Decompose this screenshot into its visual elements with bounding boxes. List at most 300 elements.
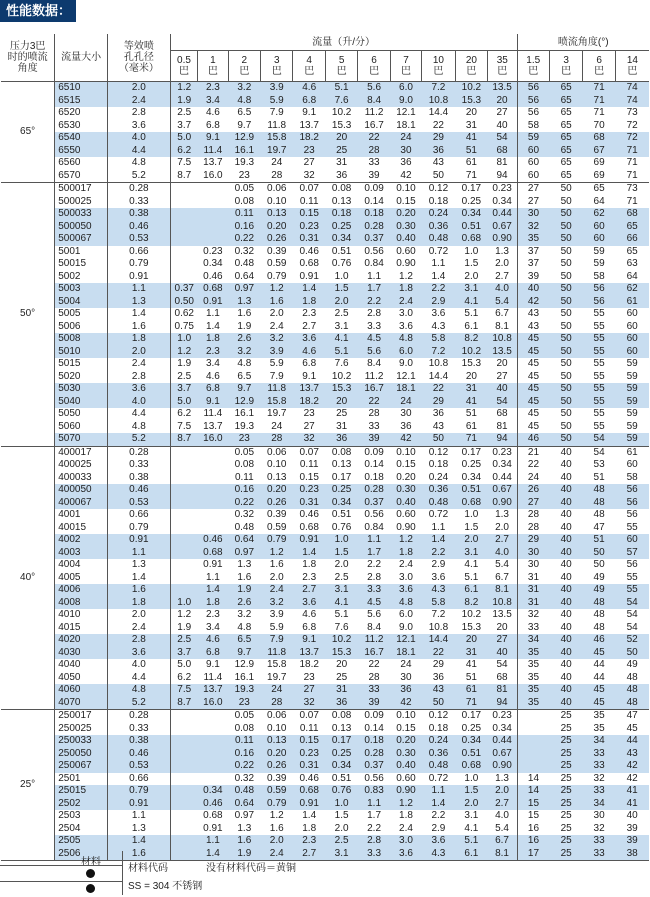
flow-cell: 3.1 xyxy=(325,584,357,597)
angle-cell: 30 xyxy=(517,547,549,560)
flow-cell: 36 xyxy=(400,157,412,168)
flow-cell: 2.4 xyxy=(399,822,413,834)
model-cell: 250017 xyxy=(55,710,108,723)
flow-cell: 4.6 xyxy=(205,370,220,382)
angle-cell: 46 xyxy=(517,433,549,446)
table-row xyxy=(1,572,649,585)
flow-cell: 0.20 xyxy=(261,484,293,497)
flow-cell: 10.2 xyxy=(325,634,357,647)
flow-cell: 8.7 xyxy=(170,433,197,446)
orifice-cell: 4.8 xyxy=(107,157,170,170)
flow-cell: 6.5 xyxy=(237,107,252,118)
angle-cell: 54 xyxy=(626,609,638,620)
angle-cell: 25 xyxy=(549,760,582,773)
flow-cell: 3.2 xyxy=(237,609,252,620)
flow-cell: 1.1 xyxy=(431,521,446,533)
flow-cell: 23 xyxy=(303,408,315,419)
flow-cell: 4.6 xyxy=(302,609,317,620)
flow-cell: 2.0 xyxy=(488,785,517,798)
flow-cell: 94 xyxy=(488,433,517,446)
table-row xyxy=(1,659,649,672)
angle-cell: 56 xyxy=(615,484,649,497)
flow-cell: 0.26 xyxy=(261,497,293,510)
flow-cell: 0.40 xyxy=(390,760,421,773)
header-flow-col: 2 巴 xyxy=(228,51,260,82)
flow-cell: 51 xyxy=(455,145,487,158)
legend-no-code: 没有材料代码＝黄铜 xyxy=(206,863,296,874)
flow-cell: 9.1 xyxy=(302,107,317,118)
flow-cell: 0.18 xyxy=(428,722,449,734)
table-row xyxy=(1,246,649,259)
flow-cell: 0.40 xyxy=(390,233,421,246)
orifice-cell: 3.6 xyxy=(107,120,170,133)
flow-cell: 1.8 xyxy=(198,597,228,610)
angle-cell: 44 xyxy=(615,735,649,748)
angle-cell: 31 xyxy=(517,597,549,610)
orifice-cell: 5.2 xyxy=(107,433,170,446)
flow-cell: 3.6 xyxy=(399,320,413,332)
header-angle-col: 14 巴 xyxy=(615,51,649,82)
flow-cell: 24 xyxy=(390,396,421,409)
table-row xyxy=(1,597,649,610)
flow-cell: 12.9 xyxy=(234,659,255,670)
flow-cell: 0.09 xyxy=(358,183,390,196)
orifice-cell: 0.46 xyxy=(107,484,170,497)
flow-cell: 32 xyxy=(303,169,315,181)
flow-cell: 0.59 xyxy=(267,258,287,269)
flow-cell: 5.1 xyxy=(325,346,357,359)
flow-cell xyxy=(170,547,197,560)
flow-cell: 23 xyxy=(228,697,260,710)
flow-cell: 3.2 xyxy=(261,597,293,610)
model-cell: 4002 xyxy=(55,534,108,547)
flow-cell: 1.6 xyxy=(237,571,252,583)
model-cell: 2505 xyxy=(55,835,108,848)
flow-cell: 0.25 xyxy=(325,748,357,761)
flow-cell: 0.13 xyxy=(331,459,352,470)
angle-cell: 72 xyxy=(626,119,638,131)
flow-cell: 1.0 xyxy=(325,534,357,547)
flow-cell: 23 xyxy=(228,433,260,446)
flow-cell: 30 xyxy=(400,408,412,419)
flow-cell: 1.9 xyxy=(228,848,260,861)
flow-cell: 41 xyxy=(455,132,487,145)
flow-cell: 0.23 xyxy=(293,484,325,497)
flow-cell: 25 xyxy=(325,145,357,158)
orifice-cell: 4.0 xyxy=(107,396,170,409)
angle-cell: 33 xyxy=(583,848,615,861)
angle-cell: 35 xyxy=(583,710,615,723)
flow-cell: 11.8 xyxy=(267,119,287,131)
flow-cell: 0.11 xyxy=(228,735,260,748)
flow-cell: 4.1 xyxy=(464,559,479,570)
flow-cell xyxy=(170,258,197,271)
angle-cell: 35 xyxy=(517,647,549,660)
angle-cell: 56 xyxy=(615,497,649,510)
flow-cell: 2.2 xyxy=(422,283,455,296)
flow-cell: 1.8 xyxy=(198,333,228,346)
flow-cell: 1.0 xyxy=(170,333,197,346)
model-cell: 6515 xyxy=(55,95,108,108)
angle-cell: 59 xyxy=(615,383,649,396)
flow-cell: 2.2 xyxy=(367,559,382,570)
angle-cell: 72 xyxy=(615,132,649,145)
flow-cell: 0.13 xyxy=(267,471,287,483)
model-cell: 250033 xyxy=(55,735,108,748)
flow-cell: 50 xyxy=(432,169,444,181)
model-cell: 6520 xyxy=(58,107,81,118)
flow-cell xyxy=(170,472,197,485)
table-row xyxy=(1,258,649,271)
flow-cell: 5.6 xyxy=(367,609,382,620)
model-cell: 500017 xyxy=(55,183,108,196)
flow-cell: 0.28 xyxy=(358,484,390,497)
flow-cell: 2.0 xyxy=(455,798,487,811)
angle-cell: 50 xyxy=(560,408,572,419)
flow-cell: 4.6 xyxy=(293,82,325,95)
flow-cell xyxy=(170,723,197,736)
angle-cell: 56 xyxy=(517,107,549,120)
model-cell: 4040 xyxy=(58,659,81,670)
table-row xyxy=(1,472,649,485)
angle-cell: 65 xyxy=(626,245,638,257)
angle-cell: 39 xyxy=(615,835,649,848)
flow-cell: 0.14 xyxy=(364,459,384,470)
flow-cell: 36 xyxy=(336,169,348,181)
angle-cell: 40 xyxy=(549,647,582,660)
flow-cell: 4.0 xyxy=(488,283,517,296)
flow-cell: 1.2 xyxy=(170,346,197,359)
flow-cell: 0.59 xyxy=(261,785,293,798)
table-row xyxy=(1,145,649,158)
orifice-cell: 0.66 xyxy=(107,246,170,259)
angle-cell: 40 xyxy=(549,684,582,697)
table-row xyxy=(1,421,649,434)
flow-cell xyxy=(170,835,197,848)
flow-cell: 9.1 xyxy=(205,659,220,670)
angle-cell: 27 xyxy=(517,497,549,510)
angle-cell: 50 xyxy=(560,308,572,319)
model-cell: 2501 xyxy=(58,772,81,784)
orifice-cell: 4.0 xyxy=(107,659,170,672)
angle-cell: 50 xyxy=(583,547,615,560)
angle-cell: 54 xyxy=(626,621,638,633)
table-row xyxy=(1,773,649,786)
flow-cell: 0.26 xyxy=(261,760,293,773)
flow-cell: 29 xyxy=(432,659,444,670)
orifice-cell: 2.8 xyxy=(107,107,170,120)
table-row xyxy=(1,484,649,497)
angle-cell: 55 xyxy=(593,420,605,432)
flow-cell: 11.2 xyxy=(364,107,384,118)
flow-cell: 0.11 xyxy=(299,722,319,734)
angle-cell: 60 xyxy=(626,459,638,470)
table-row xyxy=(1,321,649,334)
model-cell: 500025 xyxy=(58,195,92,207)
flow-cell: 10.8 xyxy=(422,95,455,108)
table-row xyxy=(1,522,649,535)
flow-cell: 54 xyxy=(496,659,508,670)
angle-cell: 50 xyxy=(549,396,582,409)
flow-cell: 0.72 xyxy=(428,772,449,784)
flow-cell: 0.15 xyxy=(396,722,416,734)
flow-cell: 0.17 xyxy=(325,735,357,748)
angle-cell: 65 xyxy=(560,157,572,168)
flow-cell: 0.56 xyxy=(364,245,384,257)
table-row xyxy=(1,810,649,823)
angle-cell: 58 xyxy=(593,270,605,282)
angle-cell: 59 xyxy=(615,433,649,446)
angle-cell: 73 xyxy=(626,107,638,118)
table-row xyxy=(1,823,649,836)
angle-cell: 55 xyxy=(626,571,638,583)
dot-icon xyxy=(86,884,95,893)
flow-cell: 25 xyxy=(336,408,348,419)
flow-cell: 3.4 xyxy=(205,358,220,369)
flow-cell: 1.1 xyxy=(422,785,455,798)
angle-cell: 16 xyxy=(517,835,549,848)
flow-cell: 0.44 xyxy=(492,471,512,483)
orifice-cell: 0.53 xyxy=(107,233,170,246)
flow-cell: 0.05 xyxy=(228,183,260,196)
flow-cell: 6.1 xyxy=(464,320,479,332)
model-cell: 5001 xyxy=(58,245,81,257)
model-cell: 400025 xyxy=(58,459,92,470)
flow-cell: 11.2 xyxy=(358,634,390,647)
angle-group xyxy=(1,82,649,183)
header-angle-col: 3 巴 xyxy=(549,51,582,82)
angle-cell: 53 xyxy=(593,459,605,470)
flow-cell: 5.6 xyxy=(358,82,390,95)
flow-cell: 8.2 xyxy=(455,597,487,610)
table-row xyxy=(1,120,649,133)
flow-cell: 0.09 xyxy=(358,710,390,723)
flow-cell: 20 xyxy=(455,634,487,647)
flow-cell: 0.07 xyxy=(293,710,325,723)
orifice-cell: 0.28 xyxy=(107,710,170,723)
orifice-cell: 3.6 xyxy=(107,383,170,396)
flow-cell xyxy=(198,509,228,522)
angle-cell: 51 xyxy=(583,534,615,547)
spray-angle-cell: 65° xyxy=(1,82,55,183)
flow-cell: 7.9 xyxy=(269,370,284,382)
angle-cell: 40 xyxy=(517,283,549,296)
flow-cell: 0.08 xyxy=(325,710,357,723)
flow-cell: 0.34 xyxy=(492,195,512,207)
flow-cell: 5.8 xyxy=(422,597,455,610)
angle-cell: 35 xyxy=(517,233,549,246)
flow-cell: 6.8 xyxy=(205,119,220,131)
flow-cell: 5.1 xyxy=(325,82,357,95)
flow-cell: 0.24 xyxy=(428,471,449,483)
orifice-cell: 1.4 xyxy=(107,572,170,585)
flow-cell: 8.2 xyxy=(455,333,487,346)
flow-cell: 12.1 xyxy=(396,107,416,118)
angle-cell xyxy=(517,748,549,761)
flow-cell xyxy=(170,271,197,284)
angle-cell: 74 xyxy=(615,95,649,108)
flow-cell: 0.90 xyxy=(396,258,416,269)
header-flow-col: 10 巴 xyxy=(422,51,455,82)
angle-cell: 33 xyxy=(583,760,615,773)
angle-cell: 55 xyxy=(593,320,605,332)
flow-cell xyxy=(170,246,197,259)
angle-cell: 50 xyxy=(593,559,605,570)
flow-cell: 0.68 xyxy=(198,283,228,296)
flow-cell: 10.2 xyxy=(461,609,482,620)
angle-cell: 60 xyxy=(615,333,649,346)
flow-cell: 8.4 xyxy=(367,621,382,633)
flow-cell: 0.25 xyxy=(325,484,357,497)
orifice-cell: 1.6 xyxy=(107,321,170,334)
flow-cell: 0.31 xyxy=(293,233,325,246)
flow-cell: 54 xyxy=(488,396,517,409)
angle-cell: 47 xyxy=(593,521,605,533)
table-row xyxy=(1,622,649,635)
flow-cell: 6.2 xyxy=(170,672,197,685)
flow-cell: 18.1 xyxy=(390,383,421,396)
spray-angle-cell: 40° xyxy=(1,446,55,710)
flow-cell: 18.2 xyxy=(299,659,319,670)
angle-cell: 55 xyxy=(583,396,615,409)
flow-cell: 14.4 xyxy=(422,634,455,647)
flow-cell: 0.50 xyxy=(170,296,197,309)
flow-cell: 6.7 xyxy=(495,308,509,319)
angle-cell: 48 xyxy=(593,609,605,620)
angle-cell: 44 xyxy=(593,659,605,670)
flow-cell: 42 xyxy=(390,697,421,710)
flow-cell: 18.1 xyxy=(396,119,416,131)
flow-cell: 9.0 xyxy=(390,95,421,108)
angle-cell: 40 xyxy=(549,584,582,597)
flow-cell: 2.5 xyxy=(334,308,349,319)
header-size: 流量大小 xyxy=(55,34,108,82)
flow-cell: 0.48 xyxy=(422,497,455,510)
flow-cell xyxy=(170,735,197,748)
model-cell: 6530 xyxy=(58,119,81,131)
flow-cell: 0.60 xyxy=(396,509,416,520)
flow-cell: 0.06 xyxy=(261,446,293,459)
flow-cell: 0.15 xyxy=(396,195,416,207)
model-cell: 4003 xyxy=(55,547,108,560)
angle-cell: 45 xyxy=(583,647,615,660)
model-cell: 4060 xyxy=(55,684,108,697)
table-row xyxy=(1,296,649,309)
angle-cell: 50 xyxy=(560,195,572,207)
flow-cell: 0.23 xyxy=(488,183,517,196)
flow-cell: 94 xyxy=(496,169,508,181)
flow-cell: 0.46 xyxy=(203,270,223,282)
flow-cell: 0.68 xyxy=(455,497,487,510)
flow-cell: 0.60 xyxy=(396,245,416,257)
flow-cell: 0.15 xyxy=(396,459,416,470)
flow-cell: 0.68 xyxy=(293,785,325,798)
angle-cell: 40 xyxy=(560,609,572,620)
flow-cell: 2.3 xyxy=(198,346,228,359)
flow-cell xyxy=(170,785,197,798)
flow-cell: 16.0 xyxy=(198,697,228,710)
flow-cell: 36 xyxy=(390,684,421,697)
flow-cell: 2.5 xyxy=(170,371,197,384)
flow-cell: 0.46 xyxy=(198,798,228,811)
flow-cell: 3.6 xyxy=(390,848,421,861)
flow-cell: 0.11 xyxy=(299,459,319,470)
table-row xyxy=(1,183,649,196)
angle-cell xyxy=(517,735,549,748)
flow-cell: 19.3 xyxy=(234,420,255,432)
flow-cell: 1.2 xyxy=(390,798,421,811)
model-cell: 6550 xyxy=(55,145,108,158)
flow-cell: 10.8 xyxy=(488,597,517,610)
flow-cell: 2.5 xyxy=(170,107,197,120)
flow-cell: 1.5 xyxy=(455,785,487,798)
angle-cell: 65 xyxy=(549,145,582,158)
table-row xyxy=(1,132,649,145)
angle-cell: 73 xyxy=(615,183,649,196)
flow-cell: 40 xyxy=(488,647,517,660)
flow-cell: 4.1 xyxy=(455,296,487,309)
flow-cell: 2.4 xyxy=(399,559,413,570)
flow-cell: 0.28 xyxy=(358,221,390,234)
flow-cell: 0.36 xyxy=(422,221,455,234)
flow-cell: 0.25 xyxy=(461,195,482,207)
flow-cell: 24 xyxy=(400,659,412,670)
flow-cell xyxy=(198,735,228,748)
flow-cell: 1.2 xyxy=(390,534,421,547)
angle-cell: 35 xyxy=(517,672,549,685)
flow-cell: 8.1 xyxy=(495,320,509,332)
flow-cell: 6.1 xyxy=(455,848,487,861)
flow-cell: 0.79 xyxy=(261,798,293,811)
angle-cell: 32 xyxy=(593,772,605,784)
table-row xyxy=(1,760,649,773)
flow-cell: 0.15 xyxy=(293,735,325,748)
angle-cell: 59 xyxy=(593,258,605,269)
flow-cell: 0.90 xyxy=(488,497,517,510)
flow-cell: 0.68 xyxy=(299,258,319,269)
flow-cell: 0.14 xyxy=(364,722,384,734)
flow-cell: 32 xyxy=(293,697,325,710)
flow-cell: 27 xyxy=(496,370,508,382)
flow-cell: 8.4 xyxy=(367,358,382,369)
flow-cell: 3.9 xyxy=(261,82,293,95)
flow-cell: 2.5 xyxy=(170,634,197,647)
flow-cell: 6.8 xyxy=(198,647,228,660)
flow-cell: 0.62 xyxy=(170,308,197,321)
orifice-cell: 0.53 xyxy=(107,760,170,773)
flow-cell: 11.2 xyxy=(364,370,384,382)
flow-cell: 4.8 xyxy=(237,358,252,369)
flow-cell: 0.34 xyxy=(325,497,357,510)
flow-cell: 0.28 xyxy=(358,748,390,761)
flow-cell: 0.64 xyxy=(228,798,260,811)
flow-cell: 18.1 xyxy=(390,647,421,660)
model-cell: 50015 xyxy=(58,258,87,269)
flow-cell: 0.11 xyxy=(228,208,260,221)
flow-cell: 4.3 xyxy=(431,320,446,332)
orifice-cell: 4.4 xyxy=(107,672,170,685)
flow-cell: 50 xyxy=(422,433,455,446)
flow-cell: 1.0 xyxy=(325,798,357,811)
flow-cell: 16.1 xyxy=(234,671,255,683)
flow-cell: 0.24 xyxy=(422,735,455,748)
flow-cell xyxy=(198,233,228,246)
model-cell: 250025 xyxy=(58,722,92,734)
flow-cell: 0.91 xyxy=(299,270,319,282)
flow-cell: 3.7 xyxy=(170,647,197,660)
model-cell: 5006 xyxy=(58,320,81,332)
angle-cell: 28 xyxy=(517,522,549,535)
